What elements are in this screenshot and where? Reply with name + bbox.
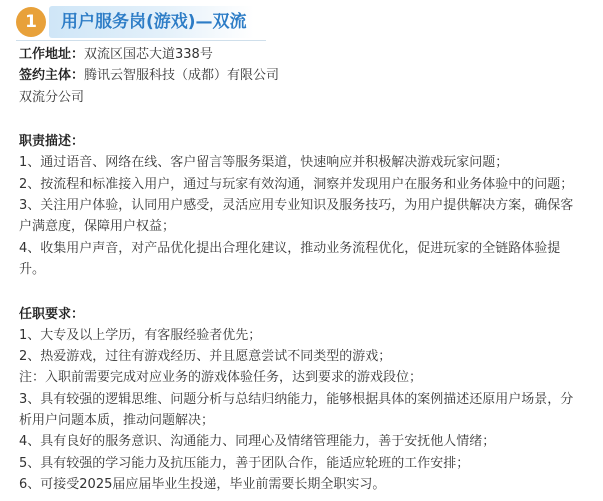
duty-line: 户满意度，保障用户权益； (19, 219, 176, 235)
duty-line: 1、通过语音、网络在线、客户留言等服务渠道，快速响应并积极解决游戏玩家问题； (19, 155, 509, 171)
requirement-line: 注：入职前需要完成对应业务的游戏体验任务，达到要求的游戏段位； (19, 370, 423, 386)
address-label: 工作地址： (19, 47, 85, 62)
duty-line: 3、关注用户体验，认同用户感受，灵活应用专业知识及服务技巧，为用户提供解决方案，确保客 (19, 198, 574, 214)
job-content (19, 44, 599, 495)
duty-line: 升。 (19, 261, 46, 277)
requirement-line: 1、大专及以上学历，有客服经验者优先； (19, 327, 262, 343)
requirement-line: 4、具有良好的服务意识、沟通能力、同理心及情绪管理能力，善于安抚他人情绪； (19, 434, 496, 450)
address-row (19, 44, 599, 65)
entity-row (19, 65, 599, 86)
requirement-line: 2、热爱游戏，过往有游戏经历、并且愿意尝试不同类型的游戏； (19, 349, 392, 365)
spacer (19, 280, 599, 301)
spacer (19, 108, 599, 129)
duty-line: 2、按流程和标准接入用户，通过与玩家有效沟通，洞察并发现用户在服务和业务体验中的问题； (19, 176, 574, 192)
duty-line: 4、收集用户声音，对产品优化提出合理化建议，推动业务流程优化，促进玩家的全链路体验提 (19, 240, 561, 256)
job-title: 用户服务岗(游戏)—双流 (61, 12, 247, 32)
requirements-heading: 任职要求： (19, 306, 85, 322)
duties-heading: 职责描述： (19, 134, 85, 150)
number-badge: 1 (16, 7, 46, 37)
title-divider (16, 40, 266, 41)
entity-row-continued: 双流分公司 (19, 89, 85, 105)
entity-value: 腾讯云智服科技（成都）有限公司 (84, 68, 280, 84)
entity-label: 签约主体： (19, 68, 85, 84)
requirement-line: 5、具有较强的学习能力及抗压能力，善于团队合作，能适应轮班的工作安排； (19, 455, 470, 471)
requirement-line: 析用户问题本质，推动问题解决； (19, 413, 215, 429)
requirement-line: 3、具有较强的逻辑思维、问题分析与总结归纳能力，能够根据具体的案例描述还原用户场景，分 (19, 391, 574, 407)
requirement-line: 6、可接受2025届应届毕业生投递，毕业前需要长期全职实习。 (19, 476, 386, 492)
section-header (16, 6, 256, 40)
address-value: 双流区国芯大道338号 (84, 47, 213, 62)
